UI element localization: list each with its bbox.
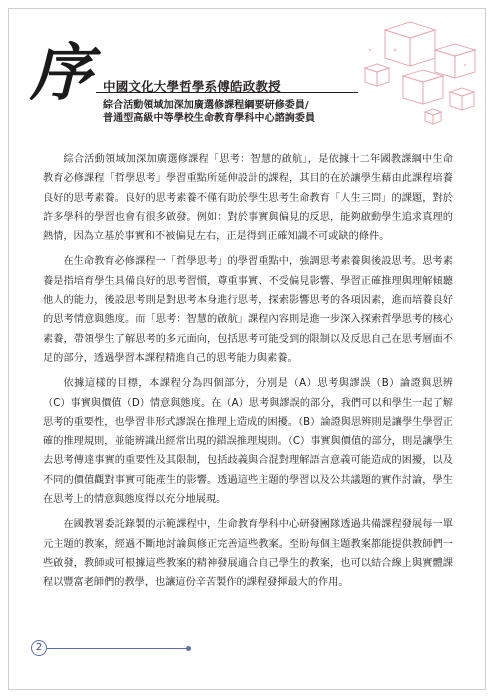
paragraph-2: 在生命教育必修課程一「哲學思考」的學習重點中，強調思考素養與後設思考。思考素養是指培育學生具備良好的思考習慣，尊重事實、不受偏見影響、學習正確推理與理解傾聽他人的能力，後設思考則是對思考本身進行思考，探索影響思考的各項因素，進而培養良好的思考情意與態度。而「思考：智慧的啟航」課程內容則是進一步深入探索哲學思考的核心素養，帶領學生了解思考的多元面向，包括思考可能受到的限制以及反思自己在思考層面不足的部分，透過學習本課程精進自己的思考能力與素養。 [43,256,453,364]
author-role-2: 普通型高級中等學校生命教育學科中心諮詢委員 [103,113,316,124]
author-role-1: 綜合活動領域加深加廣選修課程綱要研修委員/ [103,100,309,111]
page-number-line-dot [186,646,191,651]
author-name: 中國文化大學哲學系傅皓政教授 [103,79,281,94]
page-number-line [47,648,187,649]
page-number: 2 [31,640,47,656]
paragraph-4: 在國教署委託錄製的示範課程中，生命教育學科中心研發團隊透過共備課程發展每一單元主題的教案，經過不斷地討論與修正完善這些教案。至盼每個主題教案都能提供教師們一些啟發，教師或可根據這些教案的精神發展適合自己學生的教案，也可以結合線上與實體課程以豐富老師們的教學，也讓這份辛苦製作的課程發揮最大的作用。 [43,519,453,589]
decorative-cubes-illustration [325,20,485,140]
paragraph-1: 綜合活動領域加深加廣選修課程「思考：智慧的啟航」，是依據十二年國教課綱中生命教育必修課程「哲學思考」學習重點所延伸設計的課程，其目的在於讓學生藉由此課程培養良好的思考素養。良好的思考素養不僅有助於學生思考生命教育「人生三問」的課題，對於許多學科的學習也會有很多啟發。例如：對於事實與偏見的反思，能夠啟動學生追求真理的熱情，因為立基於事實和不被偏見左右，正是得到正確知識不可或缺的條件。 [43,154,453,243]
preface-body [43,150,453,593]
preface-title: 序 [30,36,93,109]
paragraph-3: 依據這樣的目標，本課程分為四個部分，分別是（A）思考與謬誤（B）論證與思辨（C）事實與價值（D）情意與態度。在（A）思考與謬誤的部分，我們可以和學生一起了解思考的重要性，也學習非形式謬誤在推理上造成的困擾。（B）論證與思辨則是讓學生學習正確的推理規則，並能辨識出經常出現的錯誤推理規則。（C）事實與價值的部分，則是讓學生去思考傳達事實的重要性及其限制，包括歧義與合混對理解語言意義可能造成的困擾，以及不同的價值觀對事實可能產生的影響。透過這些主題的學習以及公共議題的實作討論，學生在思考上的情意與態度得以充分地展現。 [43,378,453,506]
